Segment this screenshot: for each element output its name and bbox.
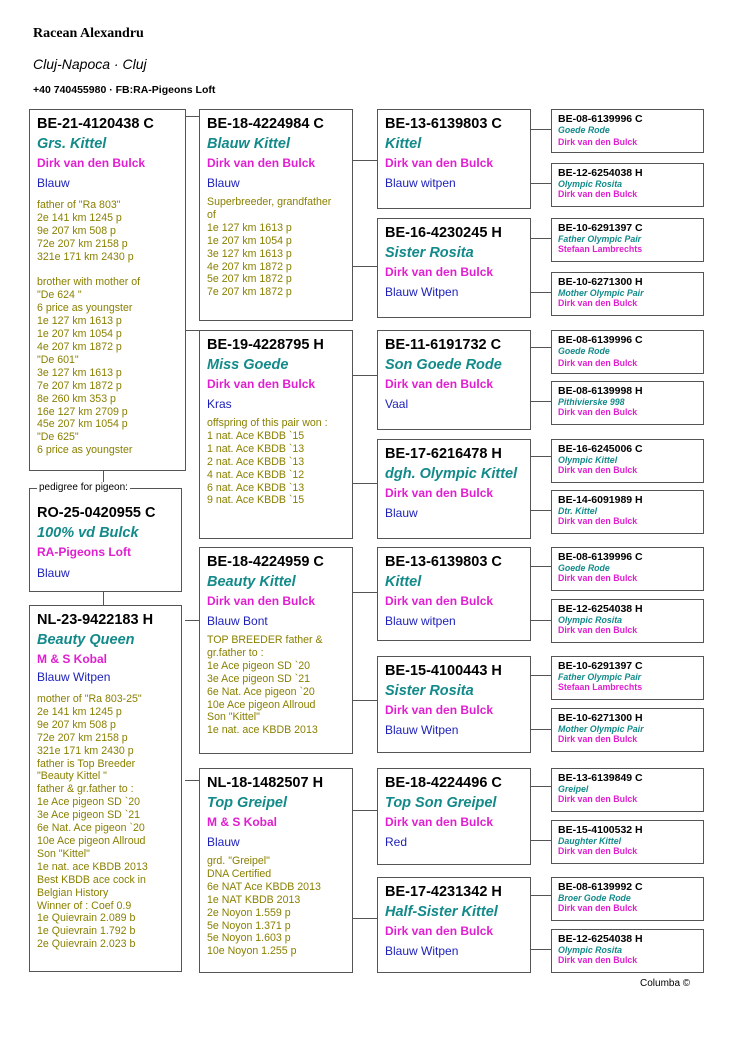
ggp-name: Sister Rosita	[385, 683, 474, 699]
ggp-name: Top Son Greipel	[385, 795, 497, 811]
great-grandparent-card[interactable]	[377, 656, 531, 753]
gen4-ring: BE-14-6091989 H	[558, 494, 643, 506]
ggp-color: Blauw Witpen	[385, 285, 459, 299]
gen4-ring: BE-10-6271300 H	[558, 276, 643, 288]
ggp-name: dgh. Olympic Kittel	[385, 466, 518, 482]
mother-card[interactable]	[29, 605, 182, 972]
grandparent-name: Beauty Kittel	[207, 574, 296, 590]
owner-location: Cluj-Napoca · Cluj	[33, 56, 147, 72]
gen4-name: Mother Olympic Pair	[558, 288, 644, 298]
gen4-ring: BE-13-6139849 C	[558, 772, 643, 784]
gen4-card[interactable]	[551, 929, 704, 973]
grandparent-name: Blauw Kittel	[207, 136, 290, 152]
grandparent-card[interactable]	[199, 330, 353, 539]
great-grandparent-card[interactable]	[377, 768, 531, 865]
gen4-name: Dtr. Kittel	[558, 506, 598, 516]
great-grandparent-card[interactable]	[377, 547, 531, 641]
grandparent-breeder: M & S Kobal	[207, 815, 278, 829]
ggp-breeder: Dirk van den Bulck	[385, 377, 494, 391]
mother-name: Beauty Queen	[37, 632, 135, 648]
pedigree-label: pedigree for pigeon:	[39, 482, 128, 493]
father-name: Grs. Kittel	[37, 136, 107, 152]
father-breeder: Dirk van den Bulck	[37, 156, 146, 170]
great-grandparent-card[interactable]	[377, 330, 531, 430]
ggp-color: Blauw	[385, 506, 418, 520]
great-grandparent-card[interactable]	[377, 109, 531, 209]
ggp-color: Blauw witpen	[385, 176, 456, 190]
gen4-breeder: Stefaan Lambrechts	[558, 244, 643, 254]
grandparent-card[interactable]	[199, 547, 353, 754]
grandparent-card[interactable]	[199, 109, 353, 321]
gen4-ring: BE-08-6139996 C	[558, 113, 643, 125]
gen4-name: Daughter Kittel	[558, 836, 622, 846]
ggp-ring: BE-16-4230245 H	[385, 225, 502, 241]
ggp-breeder: Dirk van den Bulck	[385, 924, 494, 938]
subject-breeder: RA-Pigeons Loft	[37, 545, 131, 559]
gen4-card[interactable]	[551, 877, 704, 921]
father-ring: BE-21-4120438 C	[37, 116, 154, 132]
gen4-ring: BE-12-6254038 H	[558, 933, 643, 945]
grandparent-breeder: Dirk van den Bulck	[207, 377, 316, 391]
grandparent-color: Blauw	[207, 835, 240, 849]
father-card[interactable]	[29, 109, 186, 471]
ggp-breeder: Dirk van den Bulck	[385, 486, 494, 500]
gen4-name: Olympic Rosita	[558, 615, 623, 625]
great-grandparent-card[interactable]	[377, 439, 531, 539]
gen4-name: Olympic Rosita	[558, 179, 623, 189]
gen4-ring: BE-10-6291397 C	[558, 660, 643, 672]
gen4-card[interactable]	[551, 820, 704, 864]
grandparent-ring: BE-18-4224984 C	[207, 116, 324, 132]
subject-card[interactable]	[29, 488, 182, 592]
grandparent-color: Kras	[207, 397, 232, 411]
gen4-name: Olympic Rosita	[558, 945, 623, 955]
ggp-name: Son Goede Rode	[385, 357, 502, 373]
gen4-ring: BE-10-6271300 H	[558, 712, 643, 724]
grandparent-ring: NL-18-1482507 H	[207, 775, 324, 791]
gen4-breeder: Dirk van den Bulck	[558, 358, 638, 368]
gen4-name: Goede Rode	[558, 346, 610, 356]
grandparent-notes: Superbreeder, grandfather of 1e 127 km 1613 p 1e 207 km 1054 p 3e 127 km 1613 p 4e 207 km 1872 p 5e 207 km 1872 p 7e 207 km 1872 p	[207, 196, 332, 299]
gen4-breeder: Dirk van den Bulck	[558, 516, 638, 526]
grandparent-color: Blauw Bont	[207, 614, 268, 628]
grandparent-name: Top Greipel	[207, 795, 288, 811]
ggp-ring: BE-13-6139803 C	[385, 554, 502, 570]
gen4-name: Goede Rode	[558, 125, 610, 135]
owner-contact: +40 740455980 · FB:RA-Pigeons Loft	[33, 84, 216, 96]
gen4-ring: BE-08-6139996 C	[558, 551, 643, 563]
gen4-breeder: Dirk van den Bulck	[558, 137, 638, 147]
ggp-ring: BE-18-4224496 C	[385, 775, 502, 791]
gen4-ring: BE-08-6139992 C	[558, 881, 643, 893]
gen4-card[interactable]	[551, 381, 704, 425]
gen4-ring: BE-08-6139998 H	[558, 385, 643, 397]
owner-name: Racean Alexandru	[33, 26, 144, 41]
ggp-color: Vaal	[385, 397, 409, 411]
ggp-color: Blauw Witpen	[385, 944, 459, 958]
great-grandparent-card[interactable]	[377, 218, 531, 318]
gen4-card[interactable]	[551, 272, 704, 316]
subject-ring: RO-25-0420955 C	[37, 505, 156, 521]
gen4-breeder: Dirk van den Bulck	[558, 903, 638, 913]
mother-ring: NL-23-9422183 H	[37, 612, 154, 628]
ggp-name: Kittel	[385, 136, 422, 152]
gen4-card[interactable]	[551, 439, 704, 483]
mother-notes: mother of "Ra 803-25" 2e 141 km 1245 p 9e 207 km 508 p 72e 207 km 2158 p 321e 171 km 2430 p father is Top Breeder "Beauty Kittel " father & gr.father to : 1e Ace pigeon SD `20 3e Ace pigeon SD `21 6e Nat. Ace pigeon `20 10e Ace pigeon Allroud Son "Kittel" 1e nat. ace KBDB 2013 Best KBDB ace cock in Belgian History Winner of : Coef 0.9 1e Quievrain 2.089 b 1e Quievrain 1.792 b 2e Quievrain 2.023 b	[37, 693, 148, 951]
gen4-name: Mother Olympic Pair	[558, 724, 644, 734]
ggp-color: Blauw witpen	[385, 614, 456, 628]
gen4-card[interactable]	[551, 656, 704, 700]
gen4-breeder: Dirk van den Bulck	[558, 955, 638, 965]
ggp-name: Kittel	[385, 574, 422, 590]
subject-name: 100% vd Bulck	[37, 525, 139, 541]
subject-color: Blauw	[37, 566, 70, 580]
gen4-breeder: Dirk van den Bulck	[558, 298, 638, 308]
grandparent-ring: BE-19-4228795 H	[207, 337, 324, 353]
gen4-card[interactable]	[551, 708, 704, 752]
gen4-breeder: Dirk van den Bulck	[558, 573, 638, 583]
ggp-color: Blauw Witpen	[385, 723, 459, 737]
gen4-card[interactable]	[551, 330, 704, 374]
gen4-breeder: Dirk van den Bulck	[558, 846, 638, 856]
grandparent-color: Blauw	[207, 176, 240, 190]
gen4-card[interactable]	[551, 768, 704, 812]
great-grandparent-card[interactable]	[377, 877, 531, 973]
mother-breeder: M & S Kobal	[37, 652, 108, 666]
gen4-card[interactable]	[551, 218, 704, 262]
grandparent-breeder: Dirk van den Bulck	[207, 594, 316, 608]
gen4-name: Pithivierske 998	[558, 397, 625, 407]
ggp-breeder: Dirk van den Bulck	[385, 594, 494, 608]
grandparent-ring: BE-18-4224959 C	[207, 554, 324, 570]
father-notes: father of "Ra 803" 2e 141 km 1245 p 9e 207 km 508 p 72e 207 km 2158 p 321e 171 km 2430 p brother with mother of "De 624 " 6 price as youngster 1e 127 km 1613 p 1e 207 km 1054 p 4e 207 km 1872 p "De 601" 3e 127 km 1613 p 7e 207 km 1872 p 8e 260 km 353 p 16e 127 km 2709 p 45e 207 km 1054 p "De 625" 6 price as youngster	[37, 199, 141, 457]
mother-color: Blauw Witpen	[37, 670, 111, 684]
ggp-ring: BE-17-4231342 H	[385, 884, 502, 900]
gen4-card[interactable]	[551, 163, 704, 207]
ggp-color: Red	[385, 835, 408, 849]
ggp-breeder: Dirk van den Bulck	[385, 156, 494, 170]
ggp-breeder: Dirk van den Bulck	[385, 265, 494, 279]
ggp-breeder: Dirk van den Bulck	[385, 703, 494, 717]
ggp-name: Sister Rosita	[385, 245, 474, 261]
gen4-ring: BE-15-4100532 H	[558, 824, 643, 836]
gen4-breeder: Dirk van den Bulck	[558, 794, 638, 804]
gen4-card[interactable]	[551, 490, 704, 534]
gen4-card[interactable]	[551, 599, 704, 643]
gen4-card[interactable]	[551, 109, 704, 153]
ggp-ring: BE-17-6216478 H	[385, 446, 502, 462]
ggp-ring: BE-13-6139803 C	[385, 116, 502, 132]
gen4-ring: BE-12-6254038 H	[558, 167, 643, 179]
grandparent-card[interactable]	[199, 768, 353, 973]
ggp-ring: BE-15-4100443 H	[385, 663, 502, 679]
ggp-ring: BE-11-6191732 C	[385, 337, 502, 353]
gen4-breeder: Dirk van den Bulck	[558, 734, 638, 744]
grandparent-notes: offspring of this pair won : 1 nat. Ace KBDB `15 1 nat. Ace KBDB `13 2 nat. Ace KBDB `13 4 nat. Ace KBDB `12 6 nat. Ace KBDB `13 9 nat. Ace KBDB `15	[207, 417, 328, 507]
ggp-breeder: Dirk van den Bulck	[385, 815, 494, 829]
gen4-ring: BE-08-6139996 C	[558, 334, 643, 346]
gen4-breeder: Dirk van den Bulck	[558, 189, 638, 199]
gen4-ring: BE-16-6245006 C	[558, 443, 643, 455]
grandparent-breeder: Dirk van den Bulck	[207, 156, 316, 170]
footer-credit: Columba ©	[640, 978, 691, 989]
grandparent-name: Miss Goede	[207, 357, 289, 373]
gen4-breeder: Stefaan Lambrechts	[558, 682, 643, 692]
gen4-breeder: Dirk van den Bulck	[558, 465, 638, 475]
grandparent-notes: TOP BREEDER father & gr.father to : 1e Ace pigeon SD `20 3e Ace pigeon SD `21 6e Nat. Ace pigeon `20 10e Ace pigeon Allroud Son "Kittel" 1e nat. ace KBDB 2013	[207, 634, 323, 737]
gen4-name: Broer Gode Rode	[558, 893, 631, 903]
grandparent-notes: grd. "Greipel" DNA Certified 6e NAT Ace KBDB 2013 1e NAT KBDB 2013 2e Noyon 1.559 p 5e Noyon 1.371 p 5e Noyon 1.603 p 10e Noyon 1.255 p	[207, 855, 321, 958]
gen4-name: Father Olympic Pair	[558, 234, 642, 244]
ggp-name: Half-Sister Kittel	[385, 904, 498, 920]
gen4-name: Greipel	[558, 784, 589, 794]
gen4-breeder: Dirk van den Bulck	[558, 407, 638, 417]
gen4-card[interactable]	[551, 547, 704, 591]
gen4-name: Olympic Kittel	[558, 455, 618, 465]
father-color: Blauw	[37, 176, 70, 190]
gen4-name: Goede Rode	[558, 563, 610, 573]
gen4-ring: BE-12-6254038 H	[558, 603, 643, 615]
gen4-name: Father Olympic Pair	[558, 672, 642, 682]
gen4-ring: BE-10-6291397 C	[558, 222, 643, 234]
gen4-breeder: Dirk van den Bulck	[558, 625, 638, 635]
